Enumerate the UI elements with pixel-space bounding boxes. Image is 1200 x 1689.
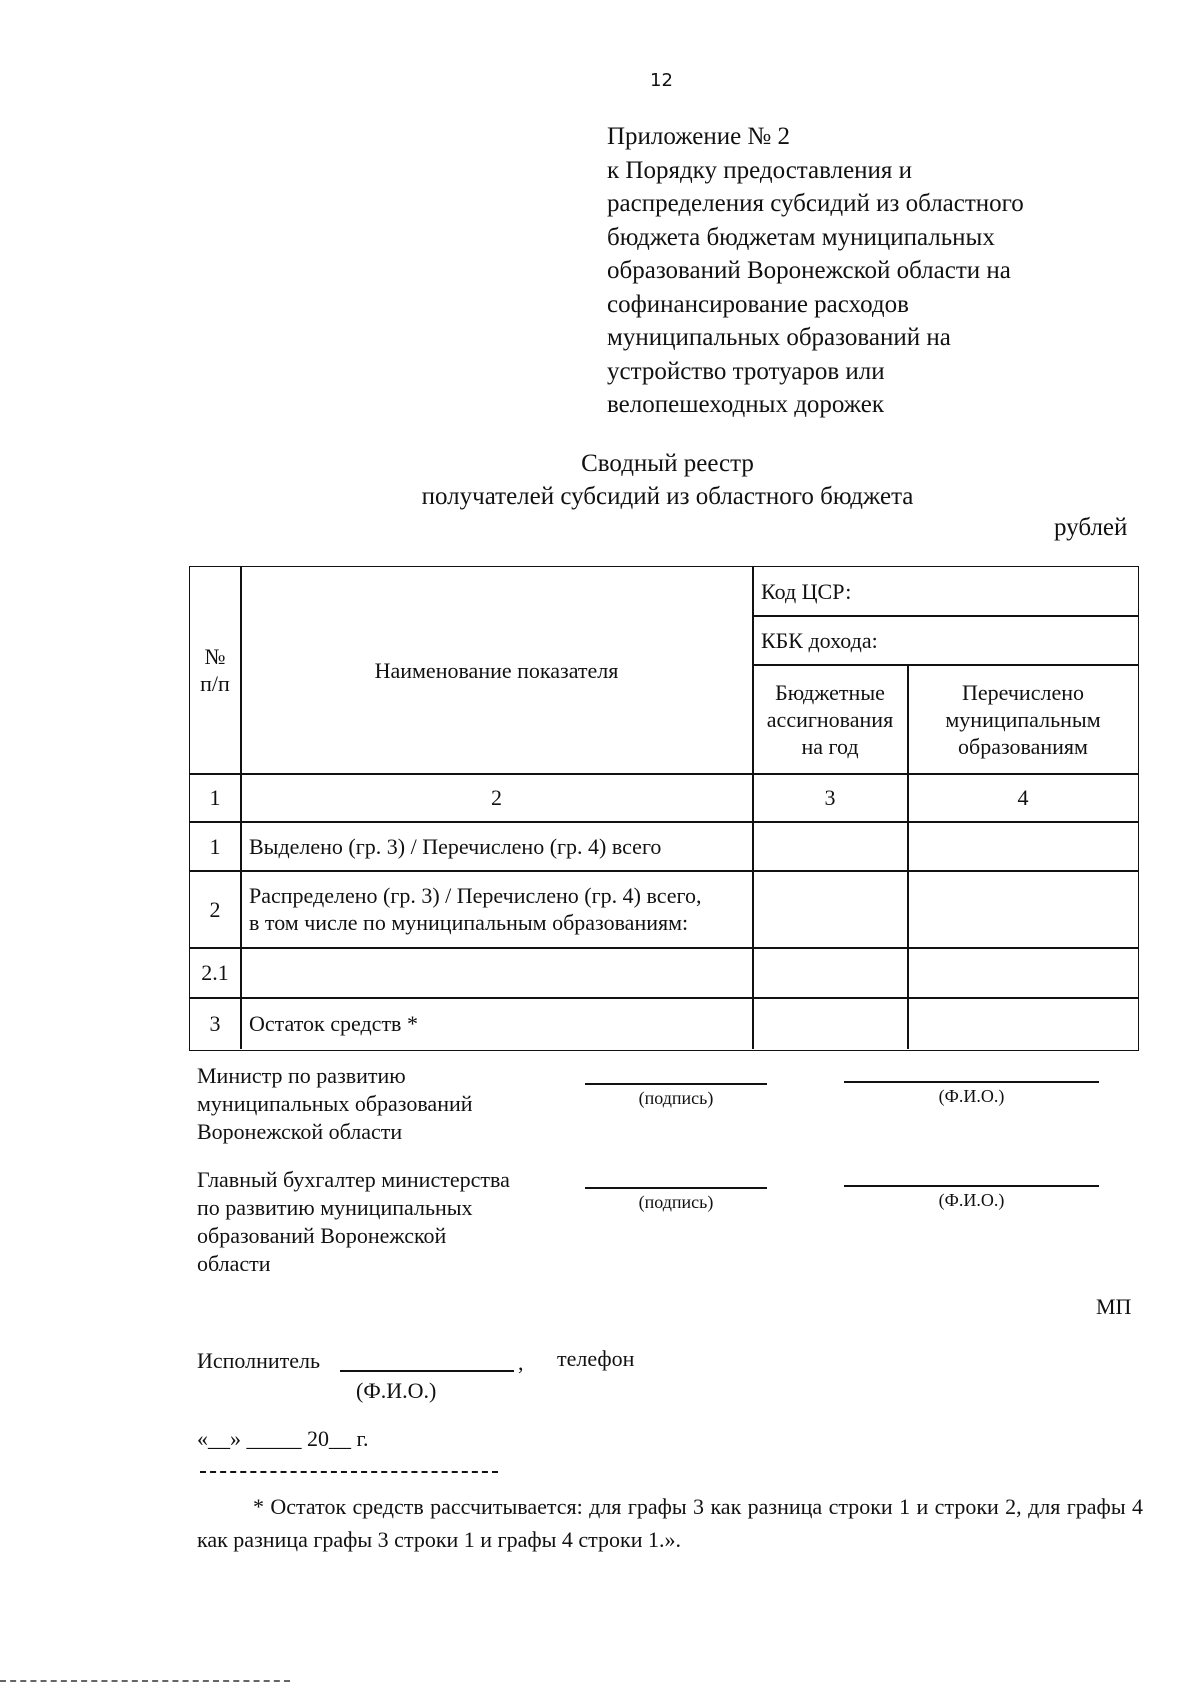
signature-caption: (подпись) (638, 1192, 714, 1212)
row-value-col4 (908, 822, 1138, 870)
row-name (241, 948, 752, 997)
name-line (844, 1185, 1099, 1187)
phone-label: телефон (557, 1346, 635, 1371)
stamp-label: МП (1096, 1294, 1132, 1319)
footnote-separator (200, 1471, 498, 1473)
row-value-col3 (753, 822, 907, 870)
row-name: Распределено (гр. 3) / Перечислено (гр. 4) всего, в том числе по муниципальным образованиям: (249, 883, 702, 935)
annex-line: велопешеходных дорожек (607, 391, 884, 418)
col-number: 2 (491, 785, 502, 810)
annex-line: Приложение № 2 (607, 123, 791, 150)
header-kbk: КБК дохода: (761, 627, 878, 653)
annex-line: бюджета бюджетам муниципальных (607, 223, 995, 251)
annex-line: муниципальных образований на (607, 324, 951, 351)
row-value-col3 (753, 871, 907, 947)
page-edge-artifact (0, 1680, 290, 1682)
units-label: рублей (1054, 514, 1128, 541)
annex-line: устройство тротуаров или (607, 357, 885, 385)
name-caption: (Ф.И.О.) (938, 1086, 1005, 1106)
name-caption: (Ф.И.О.) (938, 1190, 1005, 1210)
registry-table (189, 566, 1139, 1051)
executor-name-line (340, 1370, 514, 1372)
row-number: 3 (209, 1011, 221, 1036)
header-name: Наименование показателя (374, 657, 619, 683)
footnote: * Остаток средств рассчитывается: для графы 3 как разница строки 1 и строки 2, для графы 4 как разница графы 3 строки 1 и графы 4 строки 1.». (197, 1494, 1143, 1552)
row-value-col4 (908, 948, 1138, 997)
header-csr: Код ЦСР: (761, 578, 852, 604)
col-number: 3 (824, 785, 836, 810)
page-number: 12 (650, 70, 673, 91)
row-number: 2.1 (201, 960, 229, 985)
col-number: 1 (209, 785, 221, 810)
annex-line: софинансирование расходов (607, 290, 909, 318)
signature-line (585, 1187, 767, 1189)
row-name: Выделено (гр. 3) / Перечислено (гр. 4) всего (249, 833, 662, 859)
signatory-chief-accountant: Главный бухгалтер министерства по развитию муниципальных образований Воронежской области (197, 1167, 510, 1276)
signatory-minister: Министр по развитию муниципальных образований Воронежской области (197, 1063, 473, 1144)
executor-label: Исполнитель (197, 1348, 321, 1373)
name-line (844, 1081, 1099, 1083)
signature-line (585, 1083, 767, 1085)
row-name: Остаток средств * (249, 1011, 418, 1036)
row-value-col3 (753, 948, 907, 997)
row-number: 1 (209, 833, 221, 859)
col-number: 4 (1017, 785, 1029, 810)
annex-heading (607, 120, 1127, 422)
annex-line: образований Воронежской области на (607, 257, 1011, 284)
header-col3: Бюджетные ассигнования на год (766, 679, 894, 759)
document-title: Сводный реестр (581, 450, 754, 477)
header-col4: Перечислено муниципальным образованиям (945, 679, 1101, 759)
row-value-col4 (908, 998, 1138, 1049)
row-value-col3 (753, 998, 907, 1049)
executor-caption: (Ф.И.О.) (356, 1378, 437, 1403)
document-subtitle: получателей субсидий из областного бюджета (421, 483, 914, 510)
annex-line: к Порядку предоставления и (607, 156, 913, 184)
annex-line: распределения субсидий из областного (607, 190, 1024, 217)
signature-caption: (подпись) (638, 1088, 714, 1108)
header-num: № п/п (200, 644, 230, 696)
date-line: «__» _____ 20__ г. (197, 1426, 369, 1451)
executor-comma: , (518, 1350, 524, 1375)
row-value-col4 (908, 871, 1138, 947)
row-number: 2 (209, 896, 221, 922)
